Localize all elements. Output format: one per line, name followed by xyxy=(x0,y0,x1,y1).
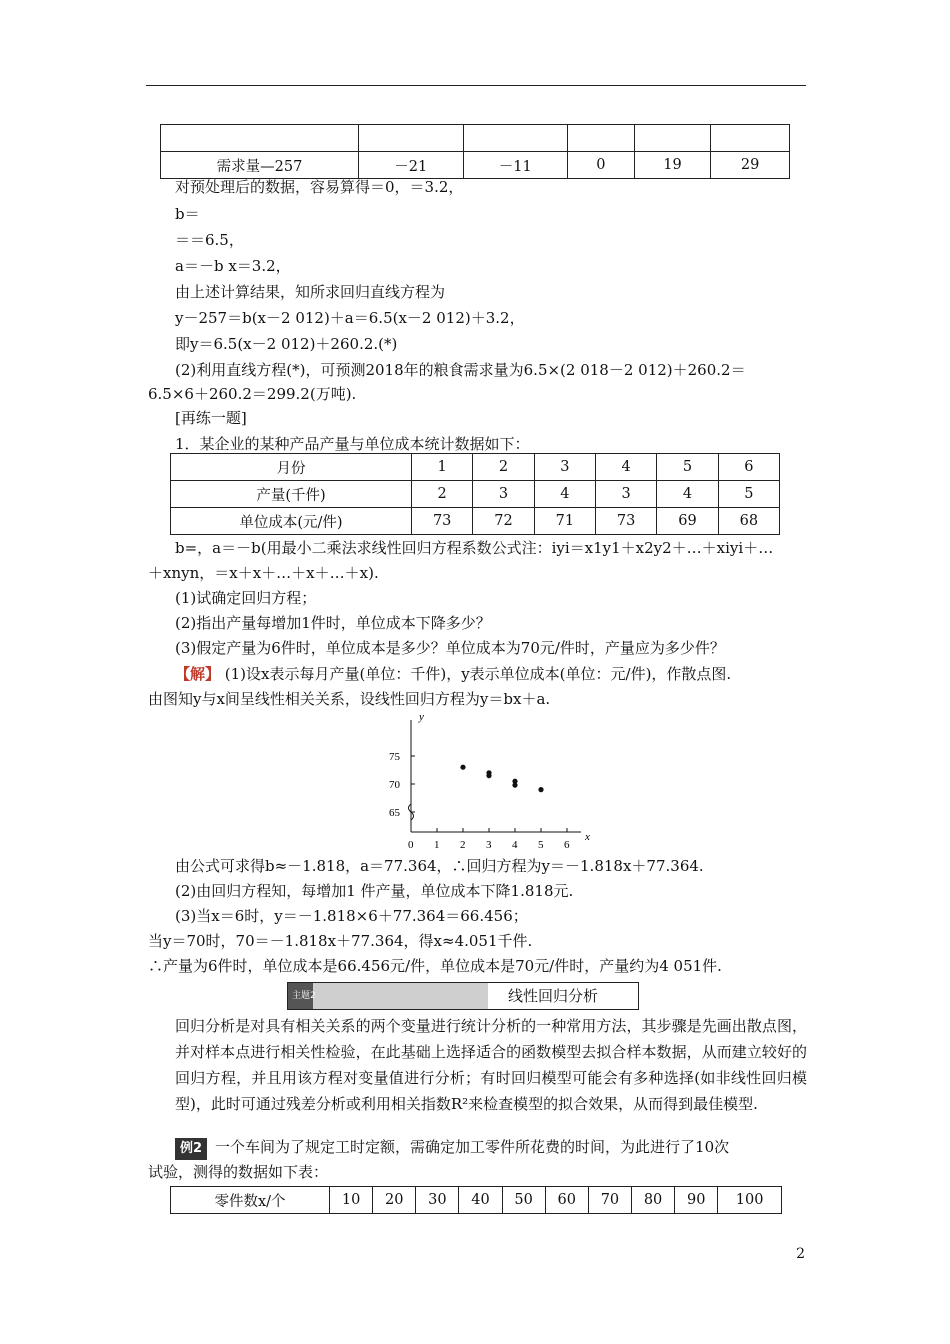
x-tick-label: 1 xyxy=(434,839,440,851)
example-line-2: 试验，测得的数据如下表： xyxy=(148,1163,329,1181)
theme-banner xyxy=(287,982,639,1010)
x-tick-label: 5 xyxy=(538,839,544,851)
text-line: 由上述计算结果，知所求回归直线方程为 xyxy=(175,283,446,301)
text-line: (2)由回归方程知，每增加1 件产量，单位成本下降1.818元. xyxy=(175,882,574,900)
x-tick-label: 6 xyxy=(564,839,570,851)
solution-line-2: 由图知y与x间呈线性相关关系，设线性回归方程为y＝bx＋a. xyxy=(148,690,551,708)
text-line: b＝ xyxy=(175,205,200,223)
paragraph: 回归分析是对具有相关关系的两个变量进行统计分析的一种常用方法，其步骤是先画出散点图，并对样本点进行相关性检验，在此基础上选择适合的函数模型去拟合样本数据，从而建立较好的回归方程，并且用该方程对变量值进行分析；有时回归模型可能会有多种选择(如非线性回归模型)，此时可通过残差分析或利用相关指数R²来检查模型的拟合效果，从而得到最佳模型. xyxy=(175,1017,807,1113)
scatter-chart xyxy=(385,708,605,858)
y-tick-label: 65 xyxy=(389,807,400,819)
table-demand xyxy=(160,124,790,179)
text-line: 即y＝6.5(x－2 012)＋260.2.(*) xyxy=(175,335,398,353)
table-parts xyxy=(170,1186,782,1214)
scatter-point xyxy=(460,765,465,770)
text-line: 当y＝70时，70＝－1.818x＋77.364，得x≈4.051千件. xyxy=(148,932,533,950)
page-number: 2 xyxy=(796,1246,805,1262)
solution-text: (1)设x表示每月产量(单位：千件)，y表示单位成本(单位：元/件)，作散点图. xyxy=(220,665,732,683)
text-line: b=，a＝－b(用最小二乘法求线性回归方程系数公式注：iyi＝x1y1＋x2y2＋…＋xiyi＋… xyxy=(175,539,774,557)
y-axis-label: y xyxy=(419,711,424,723)
text-line: a＝－b x＝3.2， xyxy=(175,257,291,275)
example-tag: 例2 xyxy=(175,1138,207,1160)
y-tick-label: 75 xyxy=(389,751,400,763)
x-tick-label: 3 xyxy=(486,839,492,851)
text-line: 对预处理后的数据，容易算得＝0，＝3.2， xyxy=(175,178,464,196)
table-row: 单位成本(元/件) 73 72 71 73 69 68 xyxy=(171,508,780,535)
table-row: 需求量—257 －21 －11 0 19 29 xyxy=(161,152,790,179)
x-tick-label: 4 xyxy=(512,839,518,851)
table-row xyxy=(161,125,790,152)
x-tick-label: 0 xyxy=(408,839,414,851)
text-line: [再练一题] xyxy=(175,409,247,427)
table-row: 零件数x/个 10 20 30 40 50 60 70 80 90 100 xyxy=(171,1187,782,1214)
solution-line xyxy=(175,663,731,685)
solution-tag: 【解】 xyxy=(175,665,221,683)
text-line: (2)利用直线方程(*)，可预测2018年的粮食需求量为6.5×(2 018－2 012)＋260.2＝ xyxy=(175,361,746,379)
text-line: y－257＝b(x－2 012)＋a＝6.5(x－2 012)＋3.2， xyxy=(175,309,525,327)
scatter-point xyxy=(538,787,543,792)
text-line: 1．某企业的某种产品产量与单位成本统计数据如下： xyxy=(175,435,530,453)
example-line xyxy=(175,1136,729,1160)
example-text: 一个车间为了规定工时定额，需确定加工零件所花费的时间，为此进行了10次 xyxy=(215,1138,730,1156)
x-axis-label: x xyxy=(585,831,590,843)
y-tick-label: 70 xyxy=(389,779,400,791)
text-line: (3)当x＝6时，y＝－1.818×6＋77.364＝66.456； xyxy=(175,907,528,925)
table-row: 产量(千件) 2 3 4 3 4 5 xyxy=(171,481,780,508)
theme-title: 线性回归分析 xyxy=(508,987,599,1005)
scatter-point xyxy=(486,773,491,778)
theme-tag: 主题2 xyxy=(288,983,488,1009)
table-row: 月份 1 2 3 4 5 6 xyxy=(171,454,780,481)
text-line: (2)指出产量每增加1件时，单位成本下降多少？ xyxy=(175,614,491,632)
text-line: ＝＝6.5， xyxy=(175,231,244,249)
header-rule xyxy=(146,85,806,86)
text-line: (1)试确定回归方程； xyxy=(175,589,317,607)
x-tick-label: 2 xyxy=(460,839,466,851)
table-production xyxy=(170,453,780,535)
scatter-point xyxy=(512,783,517,788)
text-line: 6.5×6＋260.2＝299.2(万吨). xyxy=(148,385,357,403)
text-line: (3)假定产量为6件时，单位成本是多少？单位成本为70元/件时，产量应为多少件？ xyxy=(175,639,725,657)
text-line: 由公式可求得b≈－1.818，a＝77.364，∴回归方程为y＝－1.818x＋77.364. xyxy=(175,857,704,875)
text-line: ＋xnyn，＝x＋x＋…＋x＋…＋x). xyxy=(148,564,379,582)
text-line: ∴产量为6件时，单位成本是66.456元/件，单位成本是70元/件时，产量约为4 051件. xyxy=(148,957,722,975)
